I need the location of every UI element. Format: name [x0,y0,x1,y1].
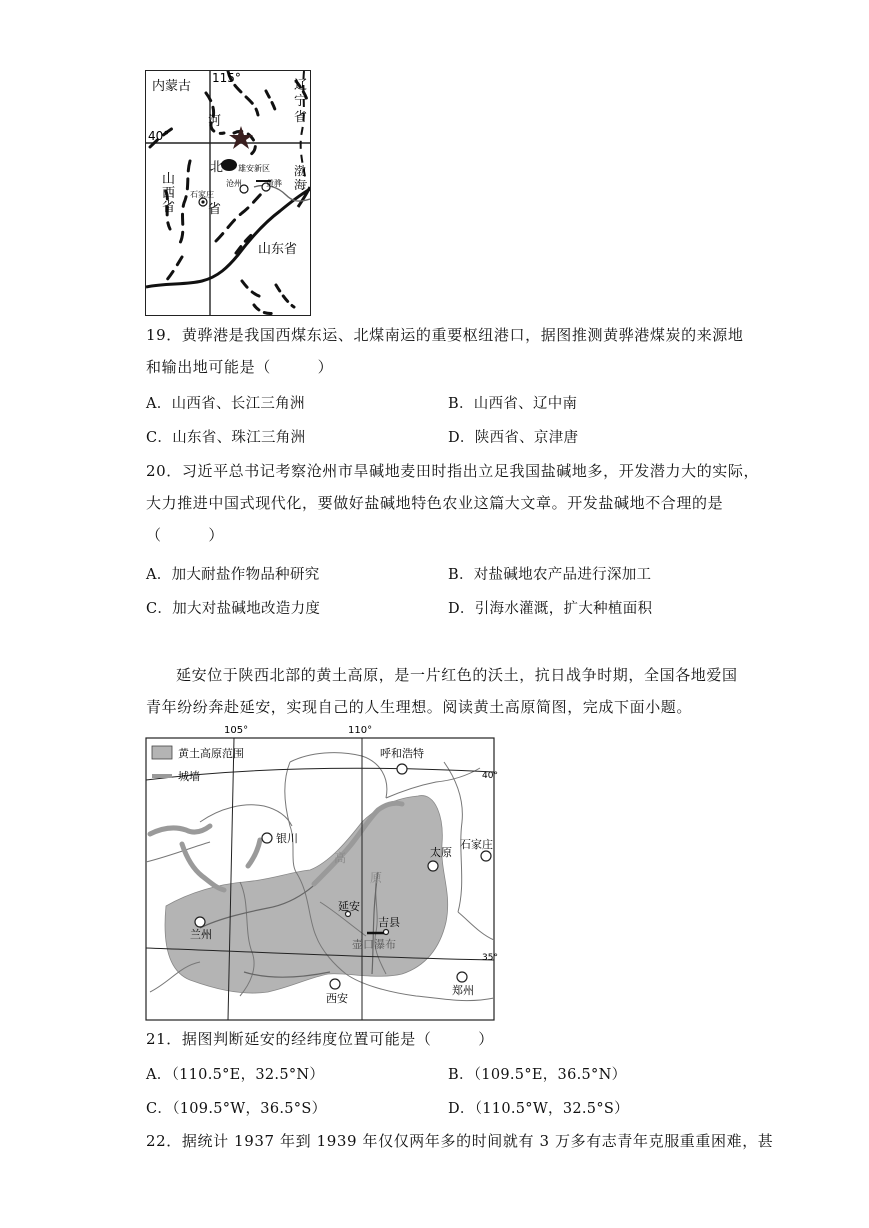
hukou-label: 壶口瀑布 [352,938,396,951]
q19-option-a[interactable]: A．山西省、长江三角洲 [146,396,305,412]
q21-option-c[interactable]: C．（109.5°W，36.5°S） [146,1101,327,1117]
legend-plateau-swatch [152,746,172,759]
yanan-label: 延安 [338,900,360,913]
label-liaoning-2: 宁 [294,94,308,109]
label-xiongan: 雄安新区 [238,164,270,173]
plateau-char-yuan: 原 [370,871,383,885]
label-huanghua: 黄骅 [266,179,282,188]
legend-plateau-label: 黄土高原范围 [178,747,244,760]
jixian-circle-icon [384,930,389,935]
label-115: 115° [212,71,241,85]
label-shandong: 山东省 [258,242,298,257]
label-bei: 北 [210,160,224,175]
lat-40-label: 40° [482,771,498,781]
label-sheng: 省 [208,202,222,217]
capital-star-icon [229,126,253,149]
yinchuan-label: 银川 [276,832,298,845]
taiyuan-label: 太原 [430,846,452,859]
q20-option-b[interactable]: B．对盐碱地农产品进行深加工 [448,567,652,583]
map-loess-plateau [140,722,500,1024]
lat-35-label: 35° [482,953,498,963]
q20-line2: 大力推进中国式现代化，要做好盐碱地特色农业这篇大文章。开发盐碱地不合理的是 [146,494,724,512]
shijiazhuang-label: 石家庄 [460,838,493,851]
q21-option-a[interactable]: A．（110.5°E，32.5°N） [146,1067,325,1083]
label-neimenggu: 内蒙古 [152,79,192,94]
lon-110-label: 110° [348,725,373,736]
label-liaoning-3: 省 [294,110,308,125]
label-40: 40° [148,129,170,143]
intro-line1: 延安位于陕西北部的黄土高原，是一片红色的沃土，抗日战争时期，全国各地爱国 [176,666,738,684]
tianjin-dot-icon [221,159,237,171]
label-shanxi-2: 西 [162,186,176,201]
label-cangzhou: 沧州 [226,179,242,188]
legend-wall-label: 城墙 [178,770,200,783]
q19-line2: 和输出地可能是（ ） [146,358,334,376]
lon-105-label: 105° [224,725,249,736]
label-he: 河 [208,114,222,129]
label-bohai-2: 海 [294,178,307,192]
q19-option-c[interactable]: C．山东省、珠江三角洲 [146,430,306,446]
xian-label: 西安 [326,992,348,1005]
shijiazhuang-circle-icon [481,851,491,861]
plateau-char-gao: 高 [334,851,347,865]
lanzhou-label: 兰州 [190,928,212,941]
yinchuan-circle-icon [262,833,272,843]
intro-line2: 青年纷纷奔赴延安，实现自己的人生理想。阅读黄土高原简图，完成下面小题。 [146,698,693,716]
lanzhou-circle-icon [195,917,205,927]
q21-option-b[interactable]: B．（109.5°E，36.5°N） [448,1067,627,1083]
map-hebei-svg [146,71,310,315]
huhehaote-label: 呼和浩特 [380,747,424,760]
huhehaote-circle-icon [397,764,407,774]
label-liaoning-1: 辽 [294,78,308,93]
jixian-label: 吉县 [378,916,400,929]
xian-circle-icon [330,979,340,989]
q20-option-d[interactable]: D．引海水灌溉，扩大种植面积 [448,601,653,617]
q20-option-a[interactable]: A．加大耐盐作物品种研究 [146,567,320,583]
label-shanxi-3: 省 [162,200,176,215]
q22-line1: 22．据统计 1937 年到 1939 年仅仅两年多的时间就有 3 万多有志青年克服重重困难，甚 [146,1132,774,1150]
q20-line3: （ ） [146,526,225,544]
taiyuan-circle-icon [428,861,438,871]
q19-option-b[interactable]: B．山西省、辽中南 [448,396,578,412]
q20-option-c[interactable]: C．加大对盐碱地改造力度 [146,601,321,617]
label-shijiazhuang: 石家庄 [190,190,214,199]
zhengzhou-label: 郑州 [452,984,474,997]
q21-option-d[interactable]: D．（110.5°W，32.5°S） [448,1101,629,1117]
q20-line1: 20．习近平总书记考察沧州市旱碱地麦田时指出立足我国盐碱地多，开发潜力大的实际， [146,462,760,480]
label-shanxi-1: 山 [162,172,176,187]
q19-option-d[interactable]: D．陕西省、京津唐 [448,430,579,446]
q21-line1: 21．据图判断延安的经纬度位置可能是（ ） [146,1030,494,1048]
map-loess-svg [140,722,500,1024]
zhengzhou-circle-icon [457,972,467,982]
map-hebei-region [145,70,311,316]
label-bohai-1: 渤 [294,164,307,178]
q19-line1: 19．黄骅港是我国西煤东运、北煤南运的重要枢纽港口，据图推测黄骅港煤炭的来源地 [146,326,744,344]
